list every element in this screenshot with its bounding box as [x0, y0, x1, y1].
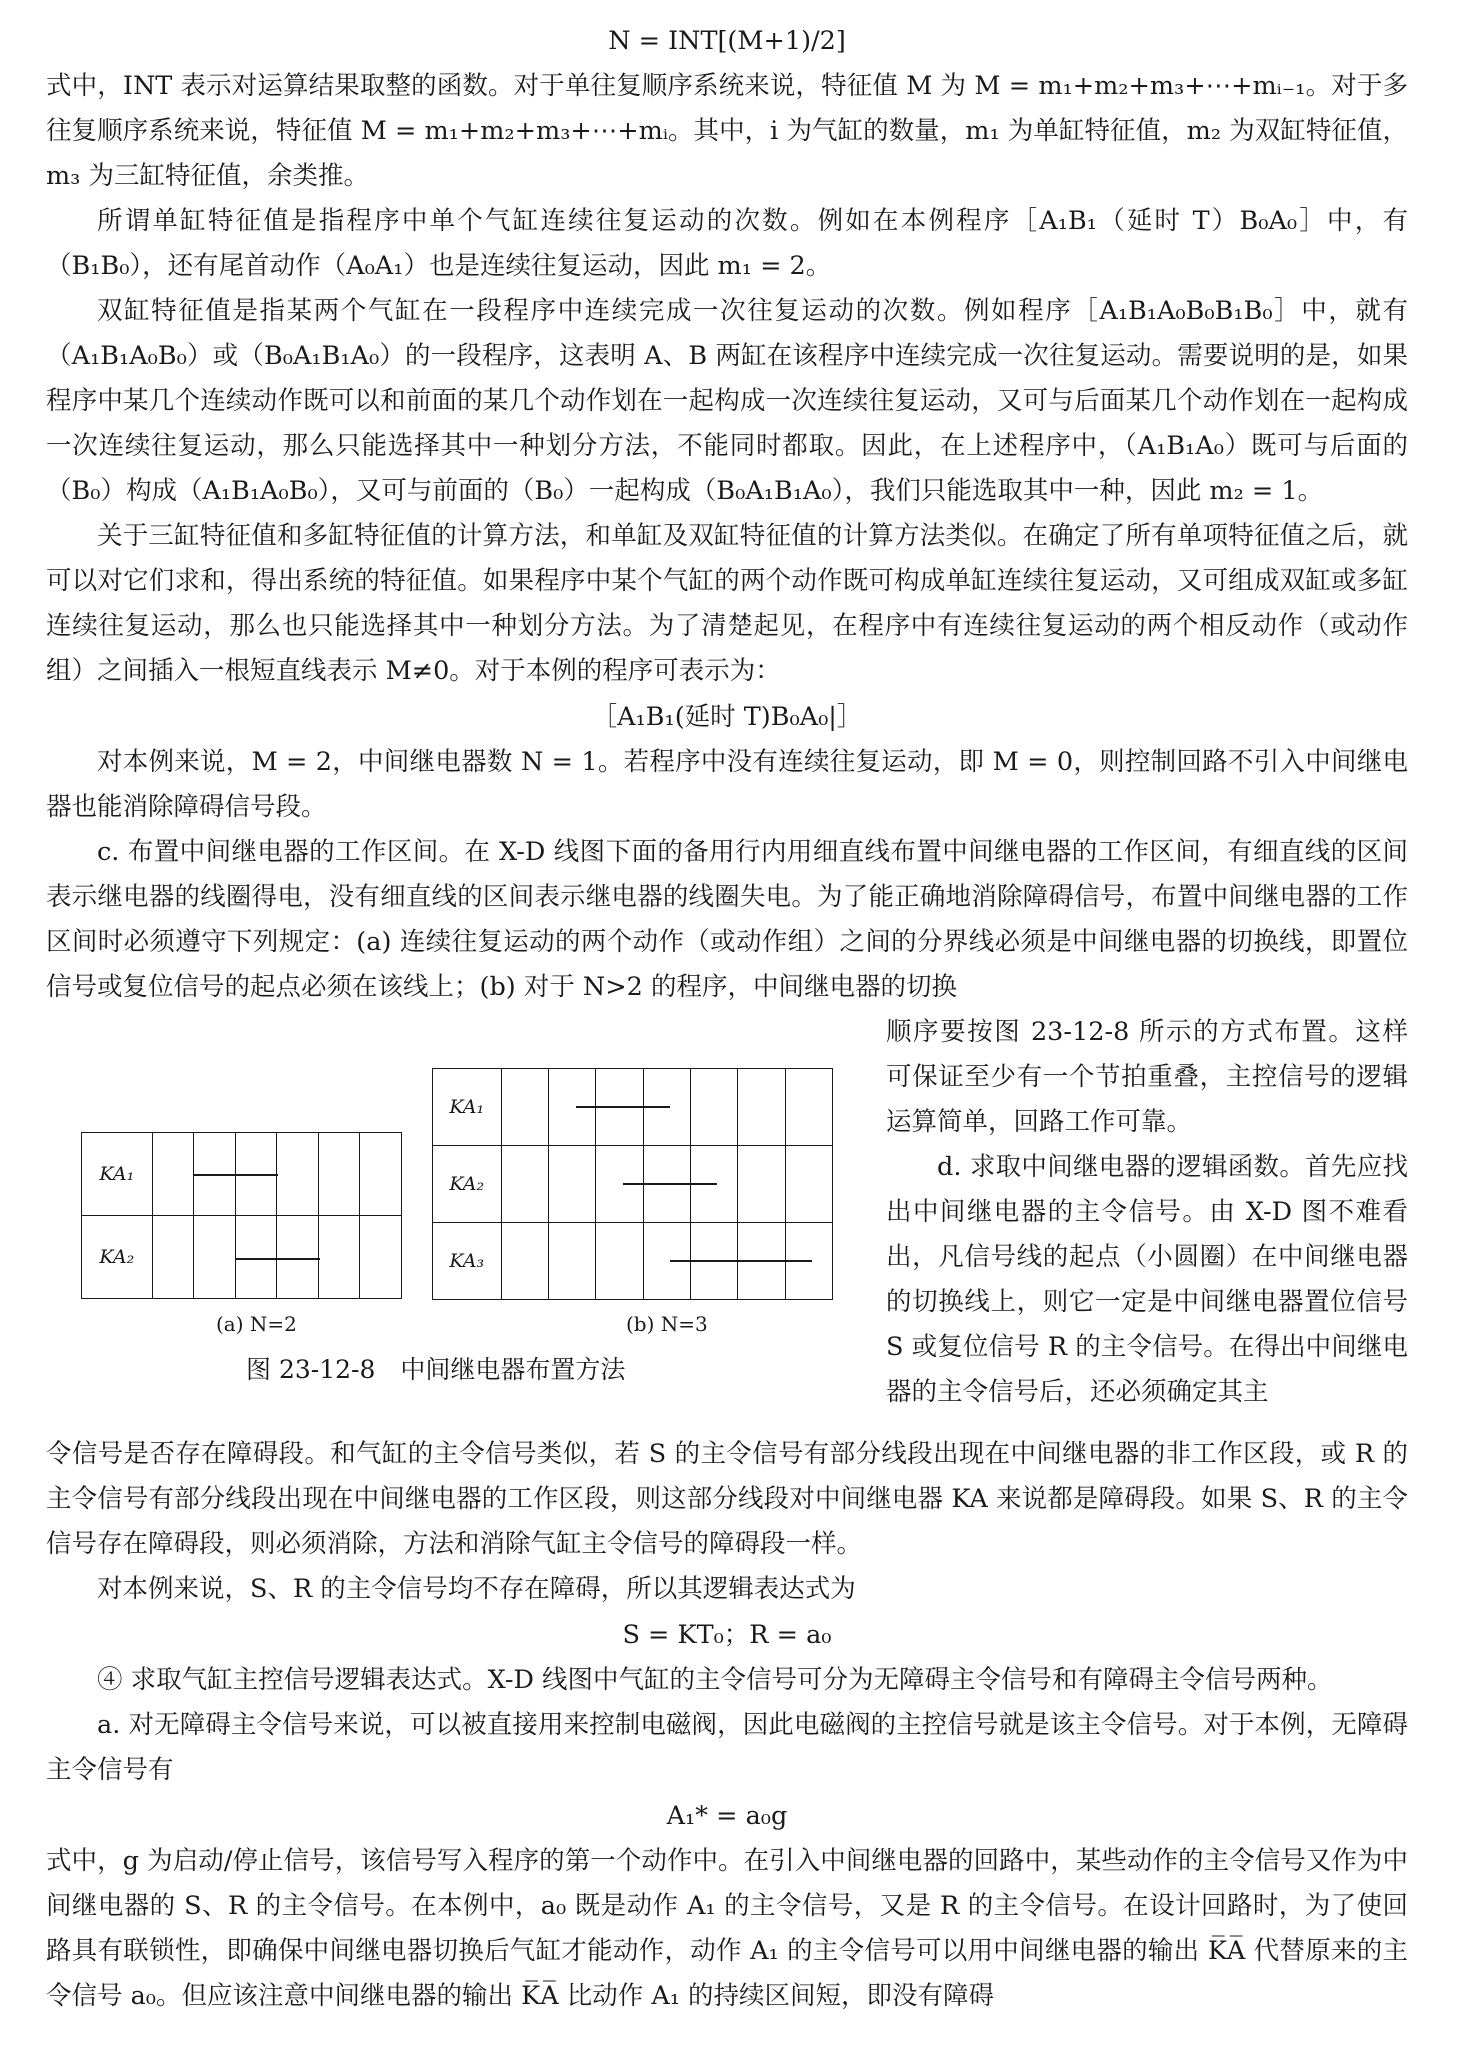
- paragraph-relay-layout: c. 布置中间继电器的工作区间。在 X-D 线图下面的备用行内用细直线布置中间继电器的工作区间，有细直线的区间表示继电器的线圈得电，没有细直线的区间表示继电器的线圈失电。为了能正确地消除障碍信号，布置中间继电器的工作区间时必须遵守下列规定：(a) 连续往复运动的两个动作（或动作组）之间的分界线必须是中间继电器的切换线，即置位信号或复位信号的起点必须在该线上；(b) 对于 N>2 的程序，中间继电器的切换: [46, 837, 1408, 1002]
- paragraph-double-cylinder: 双缸特征值是指某两个气缸在一段程序中连续完成一次往复运动的次数。例如程序［A₁B₁A₀B₀B₁B₀］中，就有（A₁B₁A₀B₀）或（B₀A₁B₁A₀）的一段程序，这表明 A、B 两缸在该程序中连续完成一次往复运动。需要说明的是，如果程序中某几个连续动作既可以和前面的某几个动作划在一起构成一次连续往复运动，又可与后面某几个动作划在一起构成一次连续往复运动，那么只能选择其中一种划分方法，不能同时都取。因此，在上述程序中，（A₁B₁A₀）既可与后面的（B₀）构成（A₁B₁A₀B₀），又可与前面的（B₀）一起构成（B₀A₁B₁A₀），我们只能选取其中一种，因此 m₂ = 1。: [46, 296, 1408, 506]
- paragraph-no-obstacle: a. 对无障碍主令信号来说，可以被直接用来控制电磁阀，因此电磁阀的主控信号就是该主令信号。对于本例，无障碍主令信号有: [46, 1710, 1408, 1785]
- paragraph-example-sr: 对本例来说，S、R 的主令信号均不存在障碍，所以其逻辑表达式为: [97, 1574, 856, 1604]
- equation-program: ［A₁B₁(延时 T)B₀A₀|］: [591, 702, 863, 732]
- equation-s-r: S = KT₀；R = a₀: [622, 1620, 832, 1650]
- figure-caption: 图 23-12-8 中间继电器布置方法: [246, 1355, 626, 1384]
- row-label: KA₃: [433, 1223, 502, 1300]
- paragraph-start-signal: 式中，g 为启动/停止信号，该信号写入程序的第一个动作中。在引入中间继电器的回路中，某些动作的主令信号又作为中间继电器的 S、R 的主令信号。在本例中，a₀ 既是动作 A₁ 的主令信号，又是 R 的主令信号。在设计回路时，为了使回路具有联锁性，即确保中间继电器切换后气缸才能动作，动作 A₁ 的主令信号可以用中间继电器的输出 K̅A̅ 代替原来的主令信号 a₀。但应该注意中间继电器的输出 K̅A̅ 比动作 A₁ 的持续区间短，即没有障碍: [46, 1846, 1408, 2011]
- document-page: [46, 18, 1408, 2019]
- paragraph-single-cylinder: 所谓单缸特征值是指程序中单个气缸连续往复运动的次数。例如在本例程序［A₁B₁（延时 T）B₀A₀］中，有（B₁B₀），还有尾首动作（A₀A₁）也是连续往复运动，因此 m₁ = 2。: [46, 206, 1408, 281]
- paragraph-relay-count: 对本例来说，M = 2，中间继电器数 N = 1。若程序中没有连续往复运动，即 M = 0，则控制回路不引入中间继电器也能消除障碍信号段。: [46, 747, 1408, 822]
- paragraph-obstacle: 令信号是否存在障碍段。和气缸的主令信号类似，若 S 的主令信号有部分线段出现在中间继电器的非工作区段，或 R 的主令信号有部分线段出现在中间继电器的工作区段，则这部分线段对中间继电器 KA 来说都是障碍段。如果 S、R 的主令信号存在障碍段，则必须消除，方法和消除气缸主令信号的障碍段一样。: [46, 1439, 1408, 1559]
- relay-interval-line: [670, 1260, 812, 1262]
- grid-n2: [81, 1132, 402, 1299]
- relay-interval-line: [576, 1106, 670, 1108]
- paragraph-main-control: ④ 求取气缸主控信号逻辑表达式。X-D 线图中气缸的主令信号可分为无障碍主令信号和有障碍主令信号两种。: [97, 1665, 1333, 1695]
- equation-a1: A₁* = a₀g: [666, 1801, 788, 1831]
- equation-n-int: N = INT[(M+1)/2]: [608, 26, 846, 56]
- row-label: KA₁: [82, 1133, 153, 1216]
- row-label: KA₂: [82, 1216, 153, 1299]
- relay-interval-line: [236, 1258, 320, 1260]
- figure-side-text: [886, 1010, 1408, 1415]
- relay-interval-line: [623, 1183, 717, 1185]
- paragraph-side-1: 顺序要按图 23-12-8 所示的方式布置。这样可保证至少有一个节拍重叠，主控信号的逻辑运算简单，回路工作可靠。: [886, 1017, 1408, 1137]
- paragraph-multi-cylinder: 关于三缸特征值和多缸特征值的计算方法，和单缸及双缸特征值的计算方法类似。在确定了所有单项特征值之后，就可以对它们求和，得出系统的特征值。如果程序中某个气缸的两个动作既可构成单缸连续往复运动，又可组成双缸或多缸连续往复运动，那么也只能选择其中一种划分方法。为了清楚起见，在程序中有连续往复运动的两个相反动作（或动作组）之间插入一根短直线表示 M≠0。对于本例的程序可表示为：: [46, 521, 1408, 686]
- relay-interval-line: [194, 1174, 278, 1176]
- paragraph-int-definition: 式中，INT 表示对运算结果取整的函数。对于单往复顺序系统来说，特征值 M 为 M = m₁+m₂+m₃+⋯+mᵢ₋₁。对于多往复顺序系统来说，特征值 M = m₁+m₂+m₃+⋯+mᵢ。其中，i 为气缸的数量，m₁ 为单缸特征值，m₂ 为双缸特征值，m₃ 为三缸特征值，余类推。: [46, 71, 1408, 191]
- paragraph-side-2: d. 求取中间继电器的逻辑函数。首先应找出中间继电器的主令信号。由 X-D 图不难看出，凡信号线的起点（小圆圈）在中间继电器的切换线上，则它一定是中间继电器置位信号 S 或复位信号 R 的主令信号。在得出中间继电器的主令信号后，还必须确定其主: [886, 1152, 1408, 1407]
- figure-relay-layout: [46, 1012, 876, 1432]
- subcaption-b: (b) N=3: [626, 1312, 708, 1336]
- row-label: KA₂: [433, 1146, 502, 1223]
- row-label: KA₁: [433, 1069, 502, 1146]
- figure-block: [46, 1012, 1408, 1432]
- subcaption-a: (a) N=2: [216, 1312, 297, 1336]
